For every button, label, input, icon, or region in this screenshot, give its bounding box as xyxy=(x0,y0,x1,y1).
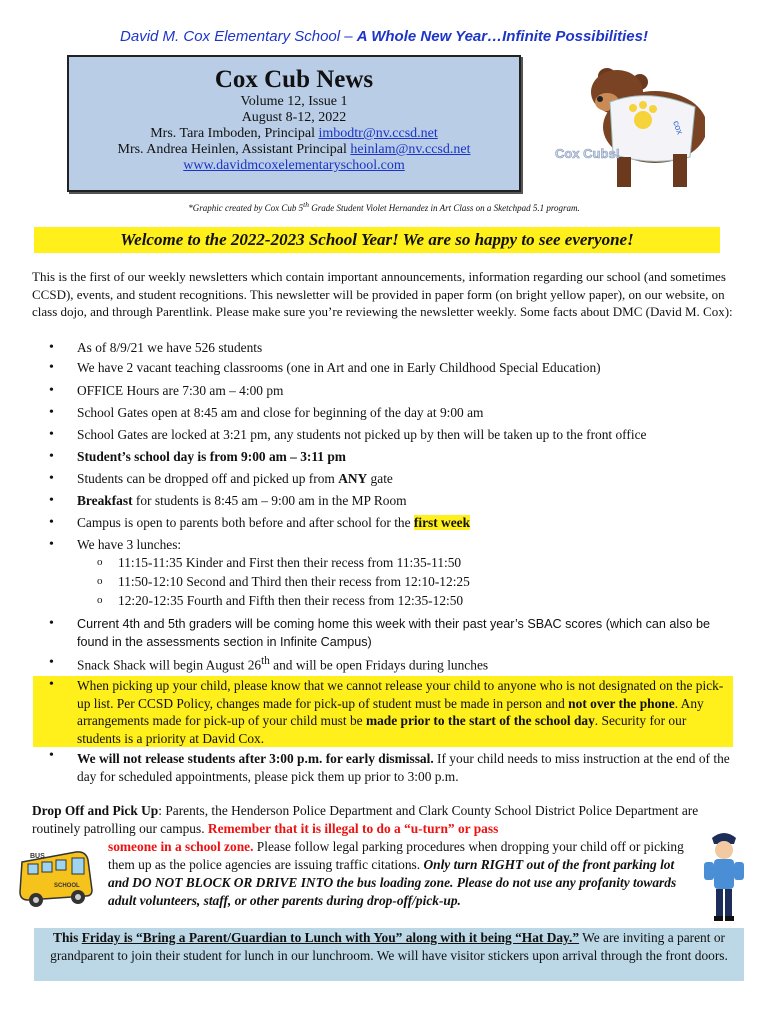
dropoff-text-c: Only turn RIGHT out of the front parking lot and DO NOT BLOCK OR DRIVE INTO the bus loading zone. Please do not use any profanity towards adult volunteers, staff, or other parents during drop-off/pick-up. xyxy=(108,857,677,908)
principal-name: Mrs. Tara Imboden, Principal xyxy=(150,126,319,141)
school-name: David M. Cox Elementary School xyxy=(120,28,341,45)
welcome-banner: Welcome to the 2022-2023 School Year! We are so happy to see everyone! xyxy=(34,227,720,253)
list-item xyxy=(33,615,733,655)
fact-enrollment: As of 8/9/21 we have 526 students xyxy=(77,340,263,355)
fact-breakfast-time: for students is 8:45 am – 9:00 am in the MP Room xyxy=(132,493,407,508)
assistant-principal-line xyxy=(69,142,519,158)
hat-day-announcement xyxy=(34,928,744,981)
dropoff-paragraph xyxy=(32,802,742,838)
lunch-schedule-3: o 12:20-12:35 Fourth and Fifth then their recess from 12:35-12:50 xyxy=(33,593,733,615)
volume-issue: Volume 12, Issue 1 xyxy=(240,94,348,109)
fact-gates-locked: School Gates are locked at 3:21 pm, any students not picked up by then will be taken up to the front office xyxy=(77,427,647,442)
list-item-pickup-policy xyxy=(33,676,733,747)
list-item xyxy=(33,493,733,515)
principal-line xyxy=(69,126,519,142)
bus-school-label: SCHOOL xyxy=(54,883,80,889)
cox-cub-bear-graphic xyxy=(555,62,705,192)
early-dismissal-text: If your child needs to miss instruction at the end of the day for scheduled appointments, please pick them up prior to 3:00 p.m. xyxy=(77,751,730,784)
fact-breakfast-label: Breakfast xyxy=(77,493,133,508)
list-item xyxy=(33,515,733,537)
school-tagline xyxy=(0,28,768,45)
caption-sup: th xyxy=(303,200,309,209)
caption-text-a: *Graphic created by Cox Cub 5 xyxy=(188,203,304,213)
list-item xyxy=(33,405,733,427)
fact-school-day: Student’s school day is from 9:00 am – 3:11 pm xyxy=(77,449,346,464)
fact-campus-open: Campus is open to parents both before and after school for the xyxy=(77,515,414,530)
newsletter-title: Cox Cub News xyxy=(214,66,374,93)
facts-list xyxy=(33,340,733,786)
dropoff-text-b: Please follow legal parking procedures when dropping your child off or picking them up as the police agencies are issuing traffic citations. xyxy=(108,839,684,872)
police-officer-graphic xyxy=(700,828,748,924)
fact-lunches: We have 3 lunches: xyxy=(77,537,182,552)
pickup-policy-e: . Security for our students is a priority at David Cox. xyxy=(77,713,687,746)
lunch-schedule-2: o 11:50-12:10 Second and Third then their recess from 12:10-12:25 xyxy=(33,574,733,593)
assistant-email-link[interactable]: heinlam@nv.ccsd.net xyxy=(350,142,471,157)
fact-dropoff-c: gate xyxy=(367,471,393,486)
school-motto: A Whole New Year…Infinite Possibilities! xyxy=(356,28,648,45)
website-link[interactable]: www.davidmcoxelementaryschool.com xyxy=(183,158,405,173)
dropoff-heading: Drop Off and Pick Up xyxy=(32,803,159,818)
list-item xyxy=(33,360,733,383)
list-item xyxy=(33,427,733,449)
shirt-text: cox xyxy=(671,119,686,136)
fact-gates-open: School Gates open at 8:45 am and close for beginning of the day at 9:00 am xyxy=(77,405,484,420)
list-item xyxy=(33,383,733,405)
school-bus-graphic xyxy=(16,842,98,908)
bus-label: BUS xyxy=(30,853,45,860)
pickup-not-phone: not over the phone xyxy=(568,695,675,711)
lunch-text-c: We are inviting a parent or grandparent to join their student for lunch in our lunchroom. We will have visitor stickers upon arrival through the front doors. xyxy=(50,930,728,963)
list-item xyxy=(33,340,733,360)
pickup-policy-a: When picking up your child, please know that we cannot release your child to anyone who is not designated on the pick-up list. Per CCSD Policy, changes made for pick-up of student must be made in person and xyxy=(77,678,724,711)
fact-snack-shack-sup: th xyxy=(261,655,270,667)
fact-vacancies: We have 2 vacant teaching classrooms (one in Art and one in Early Childhood Special Education) xyxy=(77,360,601,375)
dropoff-text-a: : Parents, the Henderson Police Department and Clark County School District Police Department are routinely patrolling our campus. xyxy=(32,803,699,836)
dropoff-warning-2: someone in a school zone. xyxy=(108,839,254,854)
pickup-prior-start: made prior to the start of the school day xyxy=(365,713,595,728)
intro-paragraph xyxy=(32,268,742,321)
fact-first-week: first week xyxy=(413,515,471,530)
principal-email-link[interactable]: imbodtr@nv.ccsd.net xyxy=(318,126,438,141)
fact-dropoff-a: Students can be dropped off and picked up from xyxy=(77,471,339,486)
dropoff-warning-1: Remember that it is illegal to do a “u-turn” or pass xyxy=(207,821,499,836)
lunch-event-title: Friday is “Bring a Parent/Guardian to Lunch with You” along with it being “Hat Day.” xyxy=(81,930,580,945)
newsletter-masthead xyxy=(67,55,521,192)
dropoff-continued xyxy=(108,838,698,910)
caption-text-b: Grade Student Violet Hernandez in Art Class on a Sketchpad 5.1 program. xyxy=(308,203,580,213)
issue-dates: August 8-12, 2022 xyxy=(241,110,347,125)
website-line xyxy=(69,158,519,174)
cox-cubs-badge: Cox Cubs! xyxy=(555,146,620,161)
fact-dropoff-any: ANY xyxy=(338,471,368,486)
fact-snack-shack-b: and will be open Fridays during lunches xyxy=(269,657,489,673)
fact-sbac-scores: Current 4th and 5th graders will be coming home this week with their past year’s SBAC scores (which can also be found in the assessments section in Infinite Campus) xyxy=(77,617,711,649)
list-item xyxy=(33,471,733,493)
list-item xyxy=(33,655,733,676)
lunch-schedule-1: o 11:15-11:35 Kinder and First then their recess from 11:35-11:50 xyxy=(33,555,733,574)
early-dismissal-bold: We will not release students after 3:00 p.m. for early dismissal. xyxy=(77,751,434,766)
tagline-dash: – xyxy=(340,28,357,45)
pickup-policy-c: . Any arrangements made for pick-up of your child must be xyxy=(77,695,704,728)
list-item-early-dismissal xyxy=(33,747,733,786)
list-item xyxy=(33,537,733,555)
fact-office-hours: OFFICE Hours are 7:30 am – 4:00 pm xyxy=(77,383,284,398)
list-item xyxy=(33,449,733,471)
assistant-principal-name: Mrs. Andrea Heinlen, Assistant Principal xyxy=(117,142,351,157)
fact-snack-shack-a: Snack Shack will begin August 26 xyxy=(77,657,262,673)
graphic-credit-caption xyxy=(0,200,768,213)
lunch-text-a: This xyxy=(53,930,82,945)
intro-text: This is the first of our weekly newsletters which contain important announcements, information regarding our school (and sometimes CCSD), events, and student recognitions. This newsletter will be provided in paper form (on bright yellow paper), on our website, on class dojo, and through Parentlink. Please make sure you’re reviewing the newsletter weekly. Some facts about DMC (David M. Cox): xyxy=(32,269,733,319)
